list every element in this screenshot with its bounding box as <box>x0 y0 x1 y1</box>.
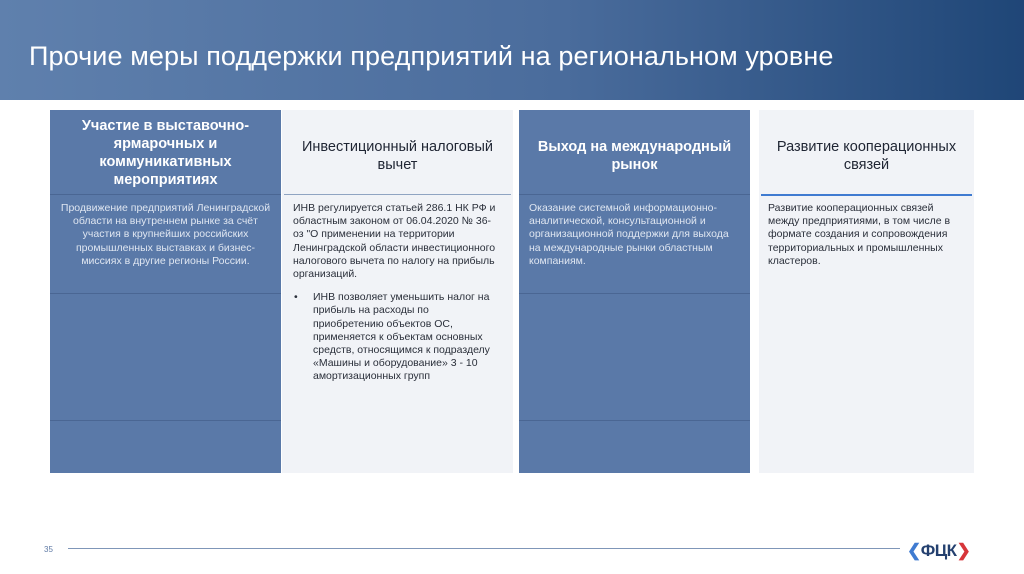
bullet-dot: • <box>294 291 298 304</box>
column-divider <box>519 293 750 294</box>
column-tax-deduction <box>282 110 513 473</box>
header-banner <box>0 0 1024 100</box>
column-heading: Инвестиционный налоговый вычет <box>301 139 494 173</box>
column-body <box>759 194 974 268</box>
column-heading: Развитие кооперационных связей <box>776 139 957 173</box>
logo-text: ФЦК <box>920 541 957 560</box>
slide-title: Прочие меры поддержки предприятий на региональном уровне <box>29 41 834 71</box>
column-divider <box>519 420 750 421</box>
logo-arrow-icon: ❯ <box>956 541 971 560</box>
column-heading: Участие в выставочно-ярмарочных и коммуникативных мероприятиях <box>81 118 250 188</box>
column-cooperation <box>759 110 974 473</box>
column-body <box>282 194 513 384</box>
column-text: ИНВ регулируется статьей 286.1 НК РФ и областным законом от 06.04.2020 № 36-оз "О применении на территории Ленинградской области инвестиционного налогового вычета по налогу на прибыль организаций. <box>293 202 496 281</box>
column-text: Продвижение предприятий Ленинградской области на внутреннем рынке за счёт участия в крупнейших российских промышленных выставках и бизнес-миссиях в другие регионы России. <box>60 202 271 267</box>
logo-bracket-icon: ❮ <box>907 541 921 560</box>
logo <box>907 541 970 561</box>
bullet-item <box>293 291 499 383</box>
column-text: Оказание системной информационно-аналитической, консультационной и организационной поддержки для выхода на международные рынки областным компаниям. <box>529 202 729 267</box>
column-international-market <box>519 110 750 473</box>
column-body <box>519 194 750 268</box>
column-heading: Выход на международный рынок <box>537 139 732 173</box>
bullet-text: ИНВ позволяет уменьшить налог на прибыль на расходы по приобретению объектов ОС, применяется к объектам основных средств, относящимся к подразделу «Машины и оборудование» 3 - 10 амортизационных групп <box>313 291 490 383</box>
column-divider <box>50 293 281 294</box>
column-exhibitions <box>50 110 281 473</box>
column-body <box>50 194 281 268</box>
footer-divider <box>68 548 900 549</box>
column-divider <box>50 420 281 421</box>
column-text: Развитие кооперационных связей между предприятиями, в том числе в формате создания и сопровождения территориальных и промышленных кластеров. <box>768 202 951 267</box>
page-number: 35 <box>44 545 53 554</box>
